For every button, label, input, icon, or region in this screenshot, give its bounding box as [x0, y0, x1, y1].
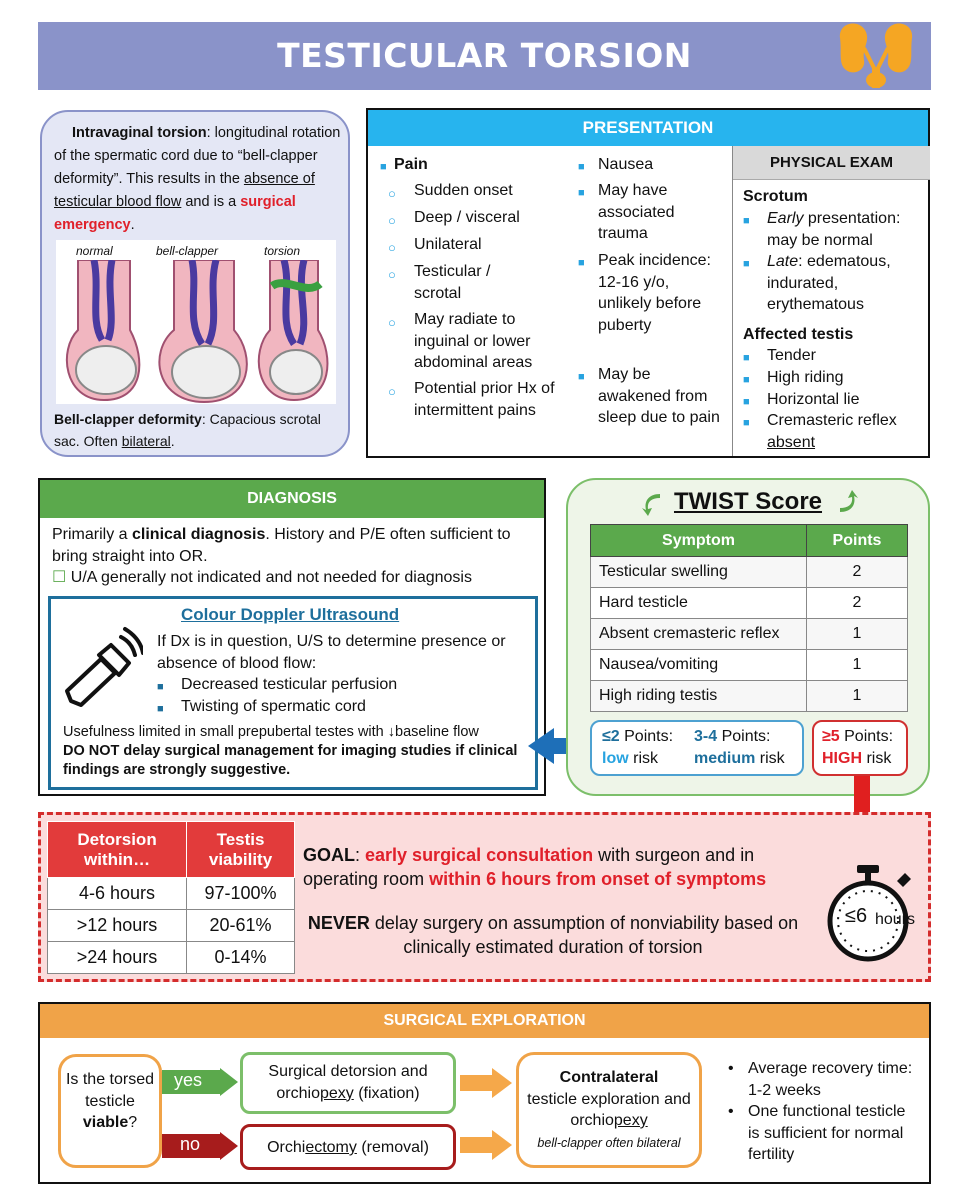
- viability-cell: 20-61%: [187, 910, 295, 942]
- affected-item-text: Tender: [767, 347, 816, 364]
- scrotum-early: [743, 208, 927, 251]
- bell-clapper-note: bell-clapper often bilateral: [537, 1135, 681, 1150]
- pain-item-text: May radiate to inguinal or lower abdominal areas: [414, 311, 533, 371]
- doppler-item-text: Decreased testicular perfusion: [181, 676, 398, 693]
- square-bullet-icon: ■: [743, 396, 750, 408]
- square-bullet-icon: ■: [157, 681, 164, 693]
- presentation-header: PRESENTATION: [368, 110, 928, 146]
- presentation-item-text: May have associated trauma: [598, 182, 675, 242]
- pain-item-text: Unilateral: [414, 236, 482, 253]
- pain-title: [380, 154, 428, 176]
- never-text: delay surgery on assumption of nonviability based on clinically estimated duration of torsion: [369, 913, 799, 957]
- viability-column-header: Testis viability: [187, 822, 295, 878]
- square-bullet-icon: ■: [743, 258, 750, 270]
- square-bullet-icon: ■: [157, 702, 164, 715]
- goal-text: [303, 843, 823, 891]
- contralateral-pexy-underline: pexy: [613, 1112, 648, 1129]
- viable-text: viable: [82, 1114, 129, 1131]
- physical-exam-header: PHYSICAL EXAM: [733, 146, 930, 180]
- high-points: ≥5: [822, 728, 840, 745]
- twist-arrow-right-icon: [834, 490, 860, 516]
- intravaginal-description: [54, 122, 344, 237]
- diagnosis-header: DIAGNOSIS: [40, 480, 544, 518]
- label-normal: normal: [76, 244, 113, 258]
- affected-item-text: Cremasteric reflex: [767, 412, 897, 429]
- orchiectomy-text-a: Orchi: [267, 1139, 306, 1156]
- no-label: no: [180, 1134, 201, 1154]
- low-risk-text: [602, 726, 673, 770]
- table-row: [591, 557, 908, 588]
- time-cell: 4-6 hours: [48, 878, 187, 910]
- physical-exam-panel: [732, 146, 930, 456]
- twist-table: [590, 524, 908, 712]
- presentation-item-text: May be awakened from sleep due to pain: [598, 366, 720, 426]
- intravaginal-desc-text: : longitudinal rotation of the spermatic cord due to “bell-clapper deformity”. This results in the: [54, 125, 341, 187]
- risk-word: risk: [628, 750, 658, 767]
- points-cell: 1: [807, 619, 908, 650]
- affected-item: [743, 367, 927, 389]
- table-row: [591, 588, 908, 619]
- points-column-header: Points: [807, 525, 908, 557]
- affected-testis-label: Affected testis: [743, 326, 854, 343]
- doppler-text: [157, 631, 535, 717]
- diagnosis-text-c: . History and P/E often sufficient to bring straight into OR.: [52, 526, 511, 565]
- contralateral-box: [516, 1052, 702, 1168]
- viability-cell: 97-100%: [187, 878, 295, 910]
- presentation-item: [578, 180, 724, 245]
- goal-panel: [38, 812, 931, 982]
- points-cell: 2: [807, 588, 908, 619]
- surgical-emergency-text: surgical emergency: [54, 194, 296, 233]
- square-bullet-icon: ■: [578, 257, 585, 269]
- contralateral-text: testicle exploration and orchio: [527, 1090, 691, 1129]
- never-label: NEVER: [307, 913, 370, 933]
- ua-text: U/A generally not indicated and not needed for diagnosis: [70, 569, 472, 586]
- question-mark: ?: [128, 1114, 138, 1131]
- diagnosis-text: [52, 524, 532, 589]
- square-bullet-icon: ■: [743, 374, 750, 386]
- intravaginal-desc-text-2: and is a: [181, 194, 241, 210]
- doppler-item-text: Twisting of spermatic cord: [181, 697, 366, 715]
- risk-word: risk: [862, 750, 892, 767]
- high-label: HIGH: [822, 750, 862, 767]
- medium-label: medium: [694, 750, 756, 767]
- detorsion-text-a: Surgical detorsion and orchio: [268, 1063, 428, 1102]
- absent-text: absent: [767, 433, 816, 451]
- symptom-column-header: Symptom: [591, 525, 807, 557]
- twist-title: TWIST Score: [673, 488, 823, 515]
- time-cell: >12 hours: [48, 910, 187, 942]
- bell-clapper-illustration: [56, 240, 336, 404]
- doppler-desc: If Dx is in question, U/S to determine presence or absence of blood flow:: [157, 633, 506, 672]
- circle-bullet-icon: ○: [388, 240, 396, 255]
- table-row: [591, 681, 908, 712]
- intravaginal-desc-end: .: [130, 217, 135, 233]
- pain-item-text: Testicular / scrotal: [414, 263, 491, 302]
- doppler-footnote: [63, 723, 533, 780]
- medium-risk-text: [694, 726, 785, 770]
- ectomy-underline: ectomy: [305, 1139, 357, 1156]
- label-torsion: torsion: [264, 244, 301, 258]
- list-item: [724, 1101, 920, 1166]
- time-cell: >24 hours: [48, 942, 187, 974]
- label-bell-clapper: bell-clapper: [156, 244, 219, 258]
- scrotum-late: [743, 251, 927, 316]
- medium-points-word: Points:: [717, 728, 771, 745]
- recovery-text: One functional testicle is sufficient for normal fertility: [748, 1103, 906, 1163]
- kidney-icon: [834, 18, 918, 94]
- blood-flow-underline: absence of testicular blood flow: [54, 171, 315, 210]
- page-title: TESTICULAR TORSION: [277, 36, 692, 75]
- affected-item-text: High riding: [767, 369, 844, 386]
- pain-item: [388, 309, 568, 374]
- pain-item-text: Deep / visceral: [414, 209, 520, 226]
- pexy-underline: pexy: [319, 1084, 354, 1102]
- circle-bullet-icon: ○: [388, 186, 396, 201]
- bell-clapper-text: : Capacious scrotal sac. Often: [54, 411, 321, 449]
- doppler-panel: [48, 596, 538, 790]
- right-arrow-icon: [460, 1068, 512, 1098]
- timer-value: ≤6: [845, 905, 868, 927]
- viability-question-box: [58, 1054, 162, 1168]
- low-medium-risk-box: [590, 720, 804, 776]
- doppler-item: [157, 674, 535, 696]
- presentation-item-text: Nausea: [598, 156, 654, 173]
- low-points: ≤2: [602, 728, 620, 745]
- scrotum-label: Scrotum: [743, 188, 808, 205]
- viability-table-header: [48, 822, 295, 878]
- points-cell: 1: [807, 681, 908, 712]
- intravaginal-term: Intravaginal torsion: [72, 125, 207, 141]
- circle-bullet-icon: ○: [388, 315, 396, 330]
- pain-item: [388, 234, 568, 256]
- table-row: [48, 878, 295, 910]
- table-row: [48, 910, 295, 942]
- scrotum-title: [743, 186, 808, 208]
- doppler-title: Colour Doppler Ultrasound: [181, 605, 400, 624]
- symptom-cell: Absent cremasteric reflex: [591, 619, 807, 650]
- viability-table: [47, 821, 295, 974]
- high-points-word: Points:: [839, 728, 894, 745]
- high-risk-box: [812, 720, 908, 776]
- pain-item-text: Sudden onset: [414, 182, 513, 199]
- right-arrow-icon: [460, 1130, 512, 1160]
- affected-item-text: Horizontal lie: [767, 391, 860, 408]
- imaging-warning-text: DO NOT delay surgical management for imaging studies if clinical findings are strongly suggestive.: [63, 743, 518, 778]
- square-bullet-icon: ■: [578, 187, 585, 199]
- table-row: [591, 619, 908, 650]
- timer-unit: hours: [875, 911, 916, 928]
- ultrasound-probe-icon: [63, 623, 143, 709]
- title-banner: [38, 22, 931, 90]
- table-row: [48, 942, 295, 974]
- bell-clapper-term: Bell-clapper deformity: [54, 411, 202, 427]
- diagnosis-text-a: Primarily a: [52, 526, 133, 543]
- low-label: low: [602, 750, 629, 767]
- square-bullet-icon: ■: [380, 161, 387, 173]
- pain-item: [388, 378, 568, 421]
- high-risk-text: [822, 726, 893, 770]
- yes-label: yes: [174, 1070, 203, 1090]
- presentation-panel: [366, 108, 930, 458]
- affected-item: [743, 410, 927, 453]
- goal-label: GOAL: [303, 845, 355, 865]
- orchiectomy-text-b: (removal): [356, 1139, 429, 1156]
- dot-bullet-icon: •: [728, 1060, 734, 1077]
- goal-red-text-1: early surgical consultation: [365, 845, 594, 865]
- circle-bullet-icon: ○: [388, 213, 396, 228]
- dot-bullet-icon: •: [728, 1103, 734, 1120]
- late-label: Late: [767, 253, 799, 270]
- early-text: presentation: may be normal: [767, 210, 901, 249]
- square-bullet-icon: ■: [743, 215, 750, 227]
- square-bullet-icon: ■: [578, 161, 585, 173]
- square-bullet-icon: ■: [743, 352, 750, 364]
- affected-testis-title: [743, 324, 853, 346]
- twist-table-header: [591, 525, 908, 557]
- presentation-item: [578, 250, 724, 336]
- symptom-cell: Hard testicle: [591, 588, 807, 619]
- usefulness-text: Usefulness limited in small prepubertal testes with ↓baseline flow: [63, 724, 479, 740]
- late-text: : edematous, indurated, erythematous: [767, 253, 891, 313]
- points-cell: 1: [807, 650, 908, 681]
- detorsion-box: [240, 1052, 456, 1114]
- bilateral-underline: bilateral: [121, 433, 171, 449]
- viability-cell: 0-14%: [187, 942, 295, 974]
- symptom-cell: Testicular swelling: [591, 557, 807, 588]
- pain-item: [388, 180, 568, 202]
- presentation-item: [578, 154, 724, 176]
- surgical-exploration-panel: [38, 1002, 931, 1184]
- square-bullet-icon: ■: [743, 417, 750, 429]
- symptom-cell: Nausea/vomiting: [591, 650, 807, 681]
- risk-word: risk: [755, 750, 785, 767]
- list-item: [724, 1058, 920, 1101]
- early-label: Early: [767, 210, 804, 227]
- affected-item: [743, 389, 927, 411]
- pain-label: Pain: [394, 156, 428, 173]
- points-cell: 2: [807, 557, 908, 588]
- low-points-word: Points:: [619, 728, 674, 745]
- detorsion-column-header: Detorsion within…: [48, 822, 187, 878]
- pain-item: [388, 207, 568, 229]
- pain-item-text: Potential prior Hx of intermittent pains: [414, 380, 555, 419]
- square-bullet-icon: ■: [578, 371, 585, 383]
- detorsion-text-b: (fixation): [353, 1084, 420, 1102]
- recovery-text: Average recovery time: 1-2 weeks: [748, 1060, 913, 1099]
- bell-clapper-description: [54, 408, 344, 452]
- testis-drawings: [56, 260, 336, 404]
- circle-bullet-icon: ○: [388, 384, 396, 399]
- question-text: Is the torsed testicle: [65, 1071, 155, 1110]
- circle-bullet-icon: ○: [388, 267, 396, 282]
- symptom-cell: High riding testis: [591, 681, 807, 712]
- never-delay-text: [303, 911, 803, 959]
- surgical-exploration-header: SURGICAL EXPLORATION: [40, 1004, 929, 1038]
- presentation-item: [578, 364, 724, 429]
- clinical-diagnosis-text: clinical diagnosis: [132, 526, 266, 543]
- table-row: [591, 650, 908, 681]
- contralateral-title: Contralateral: [559, 1069, 659, 1086]
- orchiectomy-box: [240, 1124, 456, 1170]
- goal-text-b: with surgeon and in operating room: [303, 845, 755, 889]
- recovery-list: [724, 1058, 920, 1166]
- affected-item: [743, 345, 927, 367]
- bell-clapper-end: .: [170, 433, 175, 449]
- pain-item: [388, 261, 528, 304]
- medium-points: 3-4: [694, 728, 718, 745]
- checkbox-icon: ☐: [52, 569, 67, 586]
- goal-red-text-2: within 6 hours from onset of symptoms: [429, 869, 767, 889]
- presentation-item-text: Peak incidence: 12-16 y/o, unlikely before puberty: [598, 252, 711, 334]
- diagnosis-panel: [38, 478, 546, 796]
- intravaginal-torsion-panel: [40, 110, 350, 457]
- goal-colon: :: [355, 845, 366, 865]
- doppler-item: [157, 696, 535, 718]
- twist-score-panel: [566, 478, 930, 796]
